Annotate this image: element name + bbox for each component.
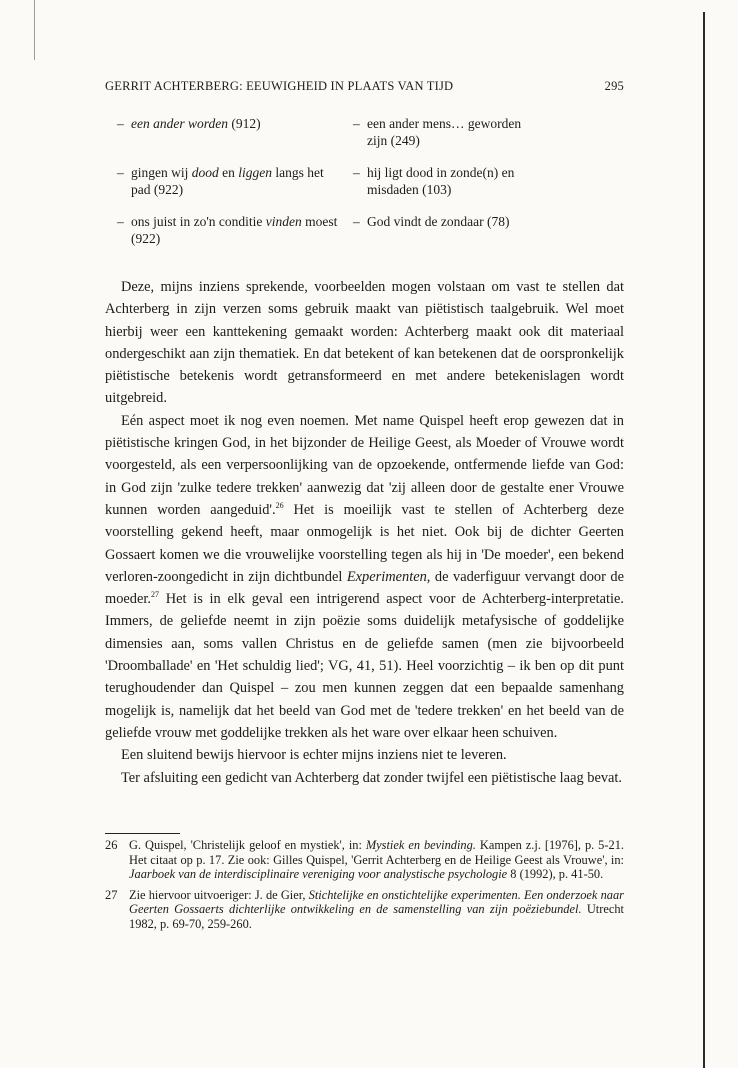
example-text xyxy=(367,213,541,247)
page-number: 295 xyxy=(604,79,624,93)
text-run: hij ligt dood in zonde(n) en misdaden (103) xyxy=(367,165,515,197)
dash-mark: – xyxy=(353,116,360,131)
example-right xyxy=(341,213,541,247)
italic-title: Stichtelijke en onstichtelijke experimenten. Een onderzoek naar Geerten Gossaerts dichterlijke ontwikkeling en de samenstelling van zijn poëziebundel. xyxy=(129,887,624,916)
footnote-text xyxy=(129,838,624,882)
example-text xyxy=(131,213,341,247)
footnote-text xyxy=(129,888,624,932)
example-right xyxy=(341,164,541,198)
footnote-number: 27 xyxy=(105,887,118,902)
example-comparison-list xyxy=(105,115,624,262)
text-run: ons juist in zo'n conditie xyxy=(131,214,266,229)
text-run: Zie hiervoor uitvoeriger: J. de Gier, xyxy=(129,887,309,902)
text-run: een ander mens… geworden zijn (249) xyxy=(367,116,522,148)
dash-mark: – xyxy=(117,116,124,131)
text-run: Het is in elk geval een intrigerend aspect voor de Achterberg-interpretatie. Immers, de geliefde neemt in zijn poëzie soms duidelijk metafysische of goddelijke dimensies aan, soms vallen Christus en de geliefde samen (men zie bijvoorbeeld 'Droomballade' en 'Het schuldig lied'; VG, 41, 51). Heel voorzichtig – ik ben op dit punt terughoudender dan Quispel – zou men kunnen zeggen dat een bepaalde samenhang mogelijk is, namelijk dat het beeld van God met de 'tedere trekken' en het beeld van de geliefde vrouw met goddelijke trekken als het ware over elkaar heen schuiven. xyxy=(105,591,624,741)
footnotes xyxy=(105,838,624,937)
footnote-number: 26 xyxy=(105,838,118,852)
italic-title: Mystiek en bevinding. xyxy=(365,838,476,852)
footnote-ref: 27 xyxy=(150,590,159,600)
example-left xyxy=(105,164,341,198)
dash-mark: – xyxy=(117,214,124,229)
footnote xyxy=(105,888,624,932)
running-head-title: GERRIT ACHTERBERG: EEUWIGHEID IN PLAATS VAN TIJD xyxy=(105,79,454,93)
italic-term: dood xyxy=(191,165,219,180)
text-run: G. Quispel, 'Christelijk geloof en mystiek', in: xyxy=(129,838,366,852)
example-right xyxy=(341,115,541,149)
dash-mark: – xyxy=(353,165,360,180)
example-text xyxy=(131,164,341,198)
italic-term: een ander worden xyxy=(131,116,228,131)
paragraph xyxy=(105,767,624,789)
footnote-ref: 26 xyxy=(275,501,284,511)
text-run: 8 (1992), p. 41-50. xyxy=(507,867,604,881)
text-run: en xyxy=(218,165,239,180)
paragraph xyxy=(105,276,624,410)
text-run: moest (922) xyxy=(131,214,338,246)
dash-mark: – xyxy=(353,214,360,229)
body-text xyxy=(105,276,624,789)
example-left xyxy=(105,213,341,247)
example-row xyxy=(105,213,624,247)
example-left xyxy=(105,115,341,149)
text-run: langs het pad (922) xyxy=(131,165,324,197)
italic-title: Jaarboek van de interdisciplinaire vereniging voor analystische psychologie xyxy=(129,867,508,881)
text-run: (912) xyxy=(227,116,261,131)
example-text xyxy=(131,115,341,149)
text-run: Het is moeilijk vast te stellen of Achterberg deze voorstelling gekend heeft, maar onmogelijk is het niet. Ook bij de dichter Geerten Gossaert komen we die vrouwelijke voorstelling tegen als hij in 'De moeder', een bekend verloren-zoongedicht in zijn dichtbundel xyxy=(105,501,624,585)
text-run: Kampen z.j. [1976], p. 5-21. Het citaat op p. 17. Zie ook: Gilles Quispel, 'Gerrit Achterberg en de Heilige Geest als Vrouwe', in: xyxy=(129,838,624,867)
example-row xyxy=(105,164,624,198)
text-run: gingen wij xyxy=(131,165,192,180)
text-run: Deze, mijns inziens sprekende, voorbeelden mogen volstaan om vast te stellen dat Achterberg in zijn verzen soms gebruik maakt van piëtistisch taalgebruik. Wel moet hierbij weer een kanttekening gemaakt worden: Achterberg maakt ook dit materiaal ondergeschikt aan zijn thematiek. En dat betekent of kan betekenen dat de oorspronkelijk piëtistische betekenis wordt getransformeerd en met andere betekenislagen wordt uitgebreid. xyxy=(105,279,624,407)
italic-term: vinden xyxy=(265,214,302,229)
scan-edge-left xyxy=(34,0,35,60)
paragraph xyxy=(105,744,624,766)
example-text xyxy=(367,164,541,198)
example-text xyxy=(367,115,541,149)
dash-mark: – xyxy=(117,165,124,180)
text-run: Ter afsluiting een gedicht van Achterberg dat zonder twijfel een piëtistische laag bevat. xyxy=(121,769,623,786)
italic-title: Experimenten, xyxy=(346,568,431,585)
text-run: Een sluitend bewijs hiervoor is echter mijns inziens niet te leveren. xyxy=(121,747,507,764)
footnote xyxy=(105,838,624,882)
text-run: Utrecht 1982, p. 69-70, 259-260. xyxy=(129,902,624,931)
text-run: God vindt de zondaar (78) xyxy=(367,214,510,229)
running-head xyxy=(105,79,624,94)
scan-edge-right xyxy=(703,12,705,1068)
italic-term: liggen xyxy=(238,165,272,180)
text-run: Eén aspect moet ik nog even noemen. Met name Quispel heeft erop gewezen dat in piëtistische kringen God, in het bijzonder de Heilige Geest, als Moeder of Vrouwe wordt voorgesteld, als een verpersoonlijking van de opzoekende, ontfermende liefde van God: in God zijn 'zulke tedere trekken' aanwezig dat 'zij alleen door de gestalte ener Vrouwe kunnen worden aangeduid'. xyxy=(105,412,624,518)
footnote-rule xyxy=(105,833,180,834)
paragraph xyxy=(105,410,624,744)
example-row xyxy=(105,115,624,149)
text-run: de vaderfiguur vervangt door de moeder. xyxy=(105,568,624,608)
